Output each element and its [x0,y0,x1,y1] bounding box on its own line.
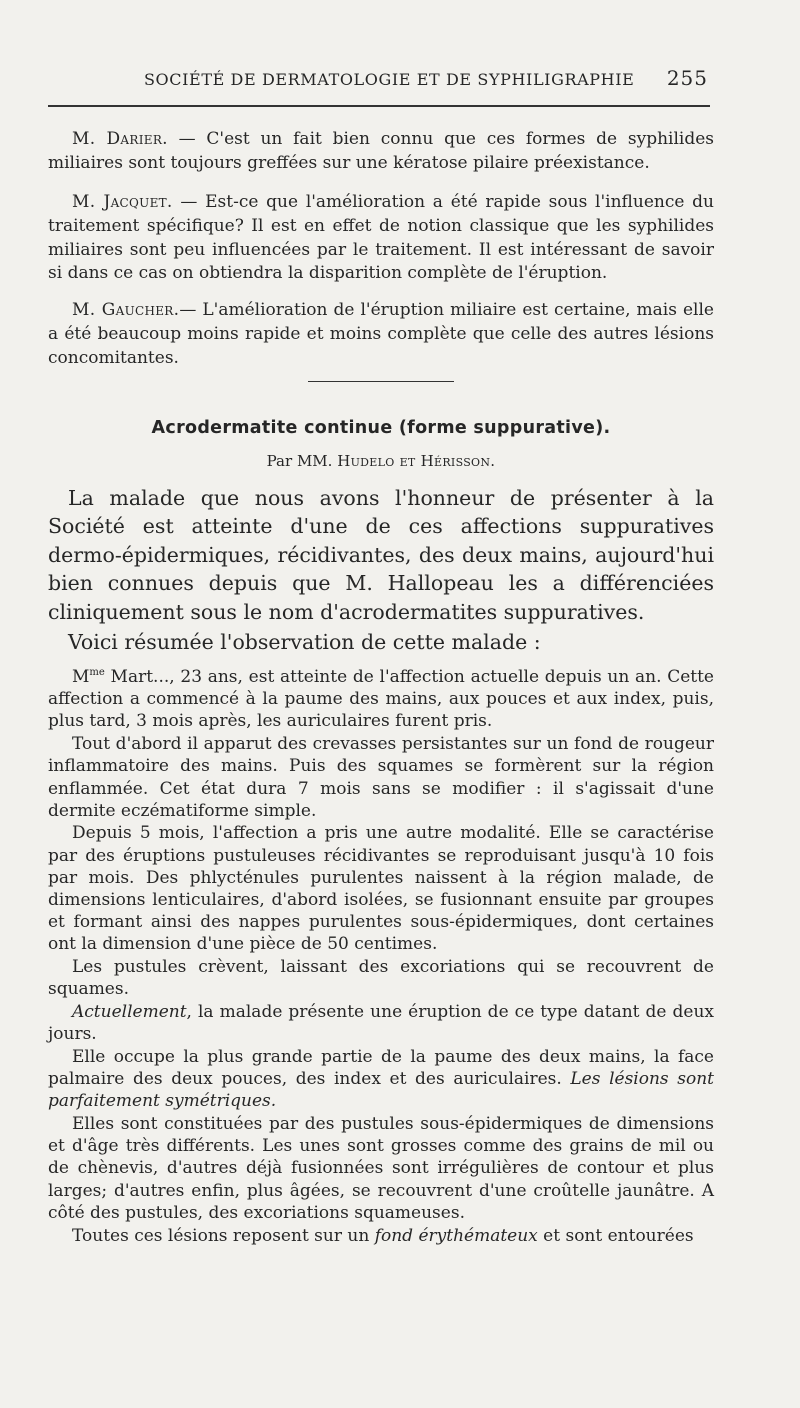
paragraph-text: Mart..., 23 ans, est atteinte de l'affection actuelle depuis un an. Cette affection a commencé à la paume des mains, aux pouces et aux index, puis, plus tard, 3 mois après, les auriculaires furent pris. [48,667,714,732]
lead-summary: Voici résumée l'observation de cette malade : [68,630,541,655]
patient-title: M [72,667,90,687]
discussion-darier [48,128,714,176]
page-number: 255 [666,66,708,90]
paragraph [48,1225,714,1247]
paragraph-text: Elle occupe la plus grande partie de la paume des deux mains, la face palmaire des deux pouces, des index et des auriculaires. [48,1046,714,1090]
article-title: Acrodermatite continue (forme suppurative). [151,418,611,438]
paragraph [48,1046,714,1113]
running-title: SOCIÉTÉ DE DERMATOLOGIE ET DE SYPHILIGRAPHIE [144,70,635,89]
paragraph: Depuis 5 mois, l'affection a pris une autre modalité. Elle se caractérise par des éruptions pustuleuses récidivantes se reproduisant jusqu'à 10 fois par mois. Des phlycténules purulentes naissent à la région malade, de dimensions lenticulaires, d'abord isolées, se fusionnant ensuite par groupes et formant ainsi des nappes purulentes sous-épidermiques, dont certaines ont la dimension d'une pièce de 50 centimes. [48,823,714,955]
paragraph [48,1001,714,1045]
speaker-remark: — Est-ce que l'amélioration a été rapide sous l'influence du traitement spécifique? Il est en effet de notion classique que les syphilides miliaires sont peu influencées par le traitement. Il est intéressant de savoir si dans ce cas on obtiendra la disparition complète de l'éruption. [48,192,714,284]
section-separator [308,381,454,382]
speaker-name: M. Gaucher. [72,300,180,320]
lead-paragraph: La malade que nous avons l'honneur de présenter à la Société est atteinte d'une de ces affections suppuratives dermo-épidermiques, récidivantes, des deux mains, aujourd'hui bien connues depuis que M. Hallopeau les a différenciées cliniquement sous le nom d'acrodermatites suppuratives. [48,486,714,624]
discussion-gaucher [48,299,714,370]
lead-section [48,484,714,656]
speaker-remark: — L'amélioration de l'éruption miliaire est certaine, mais elle a été beaucoup moins rapide et moins complète que celle des autres lésions concomitantes. [48,300,714,368]
article-byline [48,452,714,470]
paragraph: Elles sont constituées par des pustules sous-épidermiques de dimensions et d'âge très différents. Les unes sont grosses comme des grains de mil ou de chènevis, d'autres déjà fusionnées sont irrégulières de contour et plus larges; d'autres enfin, plus âgées, se recouvrent d'une croûtelle jaunâtre. A côté des pustules, des excoriations squameuses. [48,1114,714,1223]
discussion-jacquet [48,191,714,286]
speaker-name: M. Darier. [72,129,168,149]
patient-title-sup: me [89,667,105,678]
paragraph: Tout d'abord il apparut des crevasses persistantes sur un fond de rougeur inflammatoire des mains. Puis des squames se formèrent sur la région enflammée. Cet état dura 7 mois sans se modifier : il s'agissait d'une dermite eczématiforme simple. [48,734,714,821]
paragraph: Les pustules crèvent, laissant des excoriations qui se recouvrent de squames. [48,957,714,1000]
observation-body [48,666,714,1247]
emphasis: fond érythémateux [374,1225,538,1246]
byline-prefix: Par MM. [266,452,338,470]
paragraph-text: et sont entourées [537,1225,694,1246]
emphasis: Actuellement [72,1002,187,1023]
emphasis: Les lésions sont parfaitement symétriques. [48,1069,715,1112]
paragraph-text: Toutes ces lésions reposent sur un [72,1225,375,1246]
speaker-remark: — C'est un fait bien connu que ces formes de syphilides miliaires sont toujours greffées sur une kératose pilaire préexistance. [48,129,714,173]
byline-authors: Hudelo et Hérisson. [337,452,496,470]
running-header [48,66,716,94]
speaker-name: M. Jacquet. [72,192,173,212]
paragraph [48,666,714,733]
header-rule [48,105,710,107]
paragraph-text: , la malade présente une éruption de ce type datant de deux jours. [48,1002,714,1045]
